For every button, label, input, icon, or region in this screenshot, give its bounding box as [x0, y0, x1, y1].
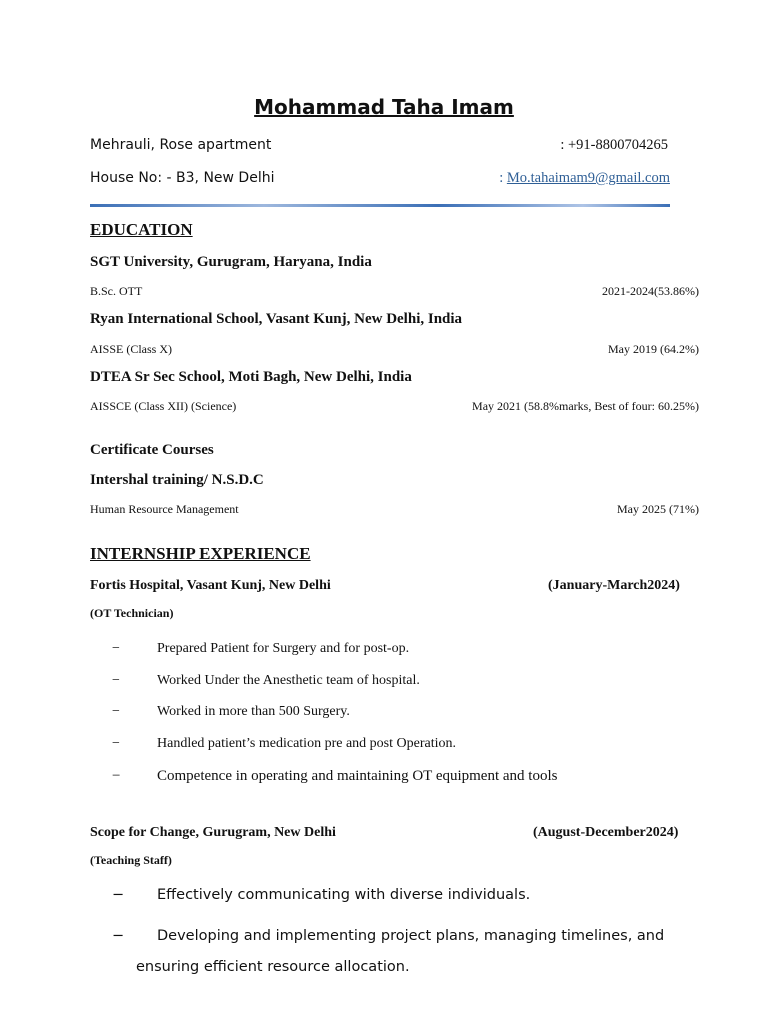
job-period-1: (January-March2024) [548, 578, 680, 593]
certificate-provider: Intershal training/ N.S.D.C [90, 472, 264, 488]
bullet-text: Competence in operating and maintaining OT equipment and tools [157, 768, 558, 784]
dash-marker: − [112, 641, 120, 656]
header-divider [90, 204, 670, 207]
education-result-2: May 2019 (64.2%) [608, 342, 699, 356]
education-result-1: 2021-2024(53.86%) [602, 284, 699, 298]
bullet-text: Handled patient’s medication pre and post Operation. [157, 736, 456, 751]
bullet-text: Worked Under the Anesthetic team of hospital. [157, 673, 420, 688]
phone-number: : +91-8800704265 [560, 137, 668, 153]
job1-bullet-4 [112, 736, 456, 752]
job1-bullet-3 [112, 704, 350, 720]
dash-marker: − [112, 704, 120, 719]
address-line-1: Mehrauli, Rose apartment [90, 137, 272, 153]
education-heading: EDUCATION [90, 220, 193, 239]
bullet-text: Prepared Patient for Surgery and for post-op. [157, 641, 410, 656]
bullet-text: Worked in more than 500 Surgery. [157, 704, 350, 719]
dash-marker: − [112, 736, 120, 751]
dash-marker: − [112, 887, 125, 903]
job-period-2: (August-December2024) [533, 825, 679, 840]
certificates-heading: Certificate Courses [90, 442, 214, 458]
job2-bullet-1 [112, 887, 530, 903]
education-institution-2: Ryan International School, Vasant Kunj, New Delhi, India [90, 311, 463, 327]
job2-bullet-2 [112, 928, 664, 944]
education-institution-3: DTEA Sr Sec School, Moti Bagh, New Delhi, India [90, 369, 412, 385]
email-link[interactable]: Mo.tahaimam9@gmail.com [506, 170, 670, 186]
education-result-3: May 2021 (58.8%marks, Best of four: 60.25%) [472, 399, 699, 413]
internship-heading: INTERNSHIP EXPERIENCE [90, 544, 311, 563]
email-prefix: : [499, 170, 507, 186]
bullet-text: Developing and implementing project plans, managing timelines, and [157, 928, 665, 944]
dash-marker: − [112, 768, 121, 784]
job-role-2: (Teaching Staff) [90, 853, 172, 867]
dash-marker: − [112, 928, 125, 944]
resume-name: Mohammad Taha Imam [254, 95, 514, 119]
email-row [499, 170, 670, 187]
certificate-result: May 2025 (71%) [617, 502, 699, 516]
education-program-3: AISSCE (Class XII) (Science) [90, 399, 237, 413]
address-line-2: House No: - B3, New Delhi [90, 170, 275, 186]
education-program-2: AISSE (Class X) [90, 342, 173, 356]
job-role-1: (OT Technician) [90, 606, 174, 620]
job-org-1: Fortis Hospital, Vasant Kunj, New Delhi [90, 578, 331, 593]
education-institution-1: SGT University, Gurugram, Haryana, India [90, 254, 372, 270]
education-program-1: B.Sc. OTT [90, 284, 143, 298]
job1-bullet-2 [112, 673, 420, 689]
bullet-text: Effectively communicating with diverse individuals. [157, 887, 531, 903]
job-org-2: Scope for Change, Gurugram, New Delhi [90, 825, 336, 840]
job1-bullet-1 [112, 641, 409, 657]
job2-bullet-2-continued: ensuring efficient resource allocation. [136, 959, 410, 975]
dash-marker: − [112, 673, 120, 688]
certificate-course: Human Resource Management [90, 502, 239, 516]
job1-bullet-5 [112, 768, 557, 785]
